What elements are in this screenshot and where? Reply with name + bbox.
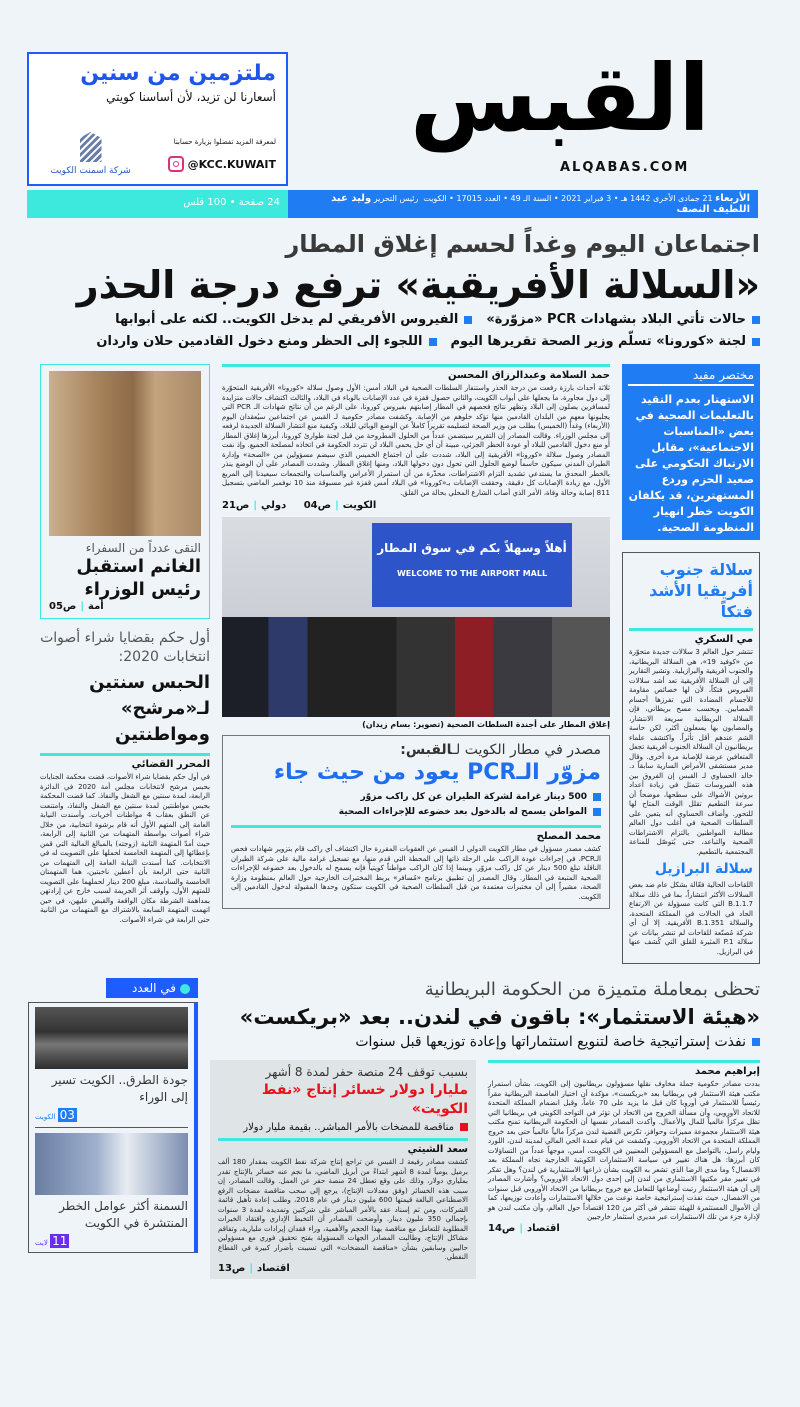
in-issue-label-text: في العدد (132, 981, 176, 995)
ref-page[interactable]: ص04 (303, 500, 332, 511)
in-issue-box (28, 1002, 198, 1253)
ref-page[interactable]: ص13 (218, 1262, 246, 1274)
site-url[interactable]: ALQABAS.COM (560, 160, 690, 175)
south-africa-title[interactable]: سلالة جنوب أفريقيا الأشد فتكاً (649, 560, 753, 621)
ref-page[interactable]: ص21 (222, 500, 250, 511)
ref-section: أمة (88, 601, 104, 612)
byline: المحرر القضائي (131, 759, 210, 770)
bullet-icon (429, 338, 437, 346)
pcr-kicker (231, 742, 601, 758)
divider (488, 1060, 760, 1063)
pm-kicker: التقى عدداً من السفراء (85, 541, 201, 555)
investment-story (488, 1060, 760, 1234)
in-issue-section: الكويت (35, 1113, 56, 1121)
newspaper-logo: القبس (410, 45, 710, 152)
price-bar: 24 صفحة • 100 فلس (27, 190, 288, 218)
lead-bullet: اللجوء إلى الحظر ومنع دخول القادمين حلان واردان (96, 334, 423, 349)
pcr-kicker-brand: القبس: (400, 742, 452, 758)
bullet-icon (593, 793, 601, 801)
pcr-headline[interactable]: مزوّر الـPCR يعود من حيث جاء (273, 760, 601, 785)
pcr-body: كشف مصدر مسؤول في مطار الكويت الدولي لـ القبس عن العقوبات المقررة حال اكتشاف أي راكب قام بتزوير شهادات فحص الـPCR، في إجراءات عودة الراكب على الرحلة ذاتها إلى المحطة التي قدم منها، مع تسجيل غرامة مالية على شركة الطيران الناقلة تبلغ 500 دينار عن كل راكب مزوّر. وبينما إذا كان الراكب مواطناً كويتياً فإنه يسمح له بالدخول بعد خضوعه للإجراءات الصحية المتبعة في المطار. وقال المصدر إن تطبيق برنامج «مُسافر» يربط المختبرات الخارجية حول العالم بمنظومة وزارة الصحة، مشيراً إلى أن مختبرات معتمدة من قبل السلطات الصحية في الكويت ستكون وحدها المقبولة لدخول القادمين إلى الكويت. (231, 845, 601, 901)
ad-instagram-handle: @KCC.KUWAIT (187, 157, 276, 171)
lead-bullet-item (451, 332, 760, 352)
date-bar (288, 190, 758, 218)
story-body: تنتشر حول العالم 3 سلالات جديدة متحوّرة من «كوفيد 19»، هي السلالة البريطانية، والجنوب أفريقية والبرازيلية. وتشير التقارير إلى أن السلالة الأفريقية تعد أشد سلالات الفيروس فتكاً، لأن لها خصائص مقاومة للأجسام المضادة التي تفرزها أجسام المصابين. وبحسب مسح بريطاني، فإن السلالة البريطانية سريعة الانتشار، والمصابون بها يسعلون أكثر، لكن حاسة الشم عندهم أقل تأثراً. واكتشف علماء بريطانيون أن السلالة الجنوب أفريقية تجعل المتعافين عرضة للإصابة مرة أخرى. وقال مدير مستشفى الأمراض السارية سابقاً د. خالد الحساوي لـ القبس إن الفروق بين هذه الفيروسات تتمثل في زيادة أعداد بروتين الأشواك على سطحها، موضحاً أن سرعة التطعيم تقلل الوقت المتاح لها للتحور. وأضاف الحساوي أنه يتعين على السلطات الصحية في أغلب دول العالم مطالبة المواطنين بالتزام الاشتراطات الصحية والتباعد، حتى يُتوصّل للمناعة المجتمعية بالتطعيم. (629, 648, 753, 856)
travelers-luggage-image (222, 617, 610, 717)
investment-headline[interactable]: «هيئة الاستثمار»: باقون في لندن.. بعد «بريكست» (239, 1005, 760, 1029)
obesity-photo (35, 1133, 188, 1195)
pm-photo (49, 371, 201, 536)
investment-area (210, 978, 760, 1279)
sign-text-en: WELCOME TO THE AIRPORT MALL (396, 569, 548, 578)
divider (222, 364, 610, 367)
oil-headline[interactable]: مليارا دولار خسائر إنتاج «نفط الكويت» (261, 1082, 468, 1117)
oil-body: كشفت مصادر رفيعة لـ القبس عن تراجع إنتاج شركة نفط الكويت بمقدار 180 ألف برميل يومياً لمدة 8 أشهر ابتداءً من أبريل الماضي، ما نجم عنه خسائر بالإنتاج تقدر بملياري دولار، وذلك على وقع تعطل 24 منصة حفر عن العمل. وقالت المصادر، إن سبب هذه الخسائر (وفق معدلات الإنتاج)، يرجع إلى سحب مناقصة مضخات الرفع الاصطناعي البالغة قيمتها 600 مليون دينار في عام 2018، وطلب إعادة تأهيل قائمة الشركات، ومن ثم إسناد عقد بالأمر المباشر على شركتين وتمديده لمدة 3 سنوات بإجمالي 350 مليون دينار. وأوضحت المصادر أن التخبط الإداري وافتقاد الخبرات المطلوبة للتعامل مع مناقصة بهذا الحجم والأهمية، وراء فقدان إيرادات مليارية، وتفاقم مشاكل الإنتاج، وطالبت المصادر الجهات المسؤولة بفتح تحقيق فوري مع مسؤولين حاليين وسابقين بشأن «مناقصة المضخات» التي تسببت بأضرار كبيرة في القطاع النفطي. (218, 1158, 469, 1261)
lead-page-refs: الكويت|ص04 دولي|ص21 (222, 500, 377, 511)
left-column (40, 364, 210, 925)
ad-company-name: شركة اسمنت الكويت (50, 166, 131, 176)
ref-page[interactable]: ص05 (49, 601, 77, 612)
in-issue-item[interactable] (35, 1007, 188, 1122)
right-column (622, 364, 760, 964)
ref-section: اقتصاد (257, 1262, 290, 1274)
ad-follow-text: لمعرفة المزيد تفضلوا بزيارة حسابنا (173, 138, 276, 146)
oil-bullet-row (218, 1122, 468, 1133)
in-issue-column (28, 978, 198, 1253)
pm-headline[interactable]: الغانم استقبل رئيس الوزراء (76, 556, 201, 600)
spark-icon (180, 984, 190, 994)
investment-bullet-row (210, 1032, 760, 1052)
brief-text: الاستهتار بعدم التقيد بالتعليمات الصحية في بعض «المناسبات الاجتماعية»، مقابل الارتباك الحكومي على صعيد الحزم وردع المستهترين، قد يكلفان الكويت خطر انهيار المنظومة الصحية. (628, 393, 754, 534)
in-issue-page[interactable]: 03 (59, 1108, 75, 1122)
front-page-content (0, 228, 800, 1279)
sign-text-ar: أهلاً وسهلاً بكم في سوق المطار (377, 541, 567, 555)
lead-bullet-item (96, 332, 436, 352)
kcc-logo-icon (80, 132, 102, 162)
lead-bullet-item (115, 310, 472, 330)
lead-bullet: لجنة «كورونا» تسلّم وزير الصحة تقريرها اليوم (450, 334, 746, 349)
investment-bullet: نفذت إستراتيجية خاصة لتنويع استثماراتها وإعادة توزيعها قبل سنوات (355, 1034, 746, 1050)
divider (218, 1138, 468, 1141)
bullet-icon (752, 338, 760, 346)
instagram-icon (168, 156, 184, 172)
lead-kicker: اجتماعان اليوم وغداً لحسم إغلاق المطار (285, 230, 760, 258)
editor-name: وليد عبد اللطيف النصف (331, 193, 750, 215)
divider (40, 753, 210, 756)
brief-box (622, 364, 760, 540)
lead-headline[interactable]: «السلالة الأفريقية» ترفع درجة الحذر (76, 263, 760, 307)
brief-label: مختصر مفيد (628, 368, 754, 386)
ad-instagram[interactable] (168, 156, 276, 172)
main-columns (27, 364, 760, 964)
oil-story (210, 1060, 476, 1279)
vote-story (40, 629, 210, 925)
airport-sign (372, 523, 572, 607)
pcr-bullet: 500 دينار غرامة لشركة الطيران عن كل راكب مزوّر (360, 792, 587, 802)
lead-bullet: الفيروس الأفريقي لم يدخل الكويت.. لكنه على أبوابها (115, 312, 459, 327)
in-issue-title: جودة الطرق.. الكويت تسير إلى الوراء (51, 1073, 188, 1104)
bullet-icon (752, 316, 760, 324)
in-issue-section: لايت (35, 1239, 48, 1247)
divider (629, 628, 753, 631)
byline: محمد المصلح (536, 831, 601, 842)
pcr-kicker-text: مصدر في مطار الكويت لـ (451, 742, 601, 758)
ref-section: الكويت (342, 500, 377, 511)
photo-caption: إغلاق المطار على أجندة السلطات الصحية (تصوير: بسام زيدان) (362, 720, 610, 729)
south-africa-story (622, 552, 760, 964)
advertisement-kcc[interactable] (27, 52, 288, 186)
pcr-bullet-item (339, 806, 601, 819)
bullet-icon (752, 1038, 760, 1046)
divider (35, 1127, 188, 1128)
vote-body: في أول حكم بقضايا شراء الأصوات، قضت محكمة الجنايات بحبس مرشح لانتخابات مجلس أمة 2020 في الدائرة الرابعة، لمدة سنتين مع الشغل والنفاذ. كما قضت المحكمة بحبس مواطنتين لمدة سنتين مع الشغل والنفاذ، وامتنعت عن النطق بعقاب 4 مواطنات أخريات. وأسندت النيابة العامة إلى المتهم الأول أنه قام برشوة انتخابية، من خلال شراء أصوات بواسطة المتهمات من الثانية إلى الرابعة، حيث أمدّ المتهمة الثانية (زوجته) بالمبالغ المالية التي قمن بإعطائها إلى المتهمة الخامسة لحملها على التصويت له في الانتخابات. كما أسندت النيابة العامة إلى المتهمات من الثانية حتى الرابعة بأن أعطين ناخبتين، هما المتهمتان الخامسة والسادسة، مبلغ 200 دينار لحملهما على التصويت للمتهم الأول، وأوقف أثر الجريمة لسبب خارج عن إرادتهن بمداهمة الشرطة مكان الواقعة والقبض عليهن، في حين اتهمت المتهمة السابعة بالاشتراك مع المتهمات من الثانية حتى الرابعة في شراء الأصوات. (40, 773, 211, 924)
in-issue-ref (35, 1108, 188, 1122)
pcr-story (222, 735, 610, 909)
lead-bullet-item (486, 310, 760, 330)
oil-kicker: بسبب توقف 24 منصة حفر لمدة 8 أشهر (265, 1065, 468, 1079)
lead-body: ثلاثة أحداث بارزة رفعت من درجة الحذر واستنفار السلطات الصحية في البلاد أمس: الأول وصول سلالة «كورونا» الأفريقية المتحوّرة إلى دول مجاورة، ما يجعلها على أبواب الكويت، والثاني حصول قفزة في عدد الإصابات بالوباء في البلاد، والثالث اكتشاف حالات متزايدة لمسافرين يصلون إلى البلاد وتظهر نتائج فحصهم في المطار إصابتهم بفيروس كورونا، على الرغم من أن نتائج شهادات الـ PCR التي يجلبونها معهم من البلدان القادمين منها تؤكد خلوهم من الإصابة. وكشفت مصادر حكومية لـ القبس عن اجتماعين سيُعقدان اليوم (الأربعاء) وغداً (الخميس) بطلب من وزير الصحة لتسليمه تقريراً كاملاً عن الوضع الوبائي للبلاد، وكيفية منع انتشار السلالة الجديدة لرفعه إلى مجلس الوزراء. وقالت المصادر إن التقرير سيتضمن عدداً من الحلول المطروحة من قبل لجنة طوارئ كورونا، أبرزها إغلاق المطار أو منع دخول القادمين للبلاد أو عودة الحظر الجزئي، مبينة أن أي حل يحمي البلاد لن تتردد الحكومة في اتخاذه لمصلحة الجميع. وإذ نفت المصادر وصول سلالة «كورونا» الأفريقية إلى البلاد، شددت على أن اجتماع الخميس الذي سيضم مسؤولين من «الصحة» وإدارة الطيران المدني سيكون حاسماً لوضع الحلول التي تحول دون دخولها البلاد، ومنها إغلاق المطار. وشددت المصادر على أن الوضع ينذر بالخطر المحدق ما يستدعي تشديد التزام الاشتراطات، محذّرة من أن استمرار الأعراس والمناسبات والتجمعات سيعيدنا إلى المربع الأول، مع زيادة الإصابات كل دقيقة. وحققت الإصابات بـ«كورونا» في البلاد أمس قفزة غير مسبوقة منذ 10 نوفمبر الماضي بتسجيل 811 إصابة وحالة وفاة، الأمر الذي أصاب الشارع المحلي بحالة من القلق. (222, 384, 610, 497)
middle-column (222, 364, 610, 909)
subheading: سلالة البرازيل (654, 861, 753, 877)
story-body-2: اللقاحات الحالية فعّالة بشكل عام ضد بعض السلالات الأكثر انتشاراً، بما في ذلك سلالة B.1.1.7 التي كانت مسؤولة عن الارتفاع الحاد في الحالات في المملكة المتحدة، والسلالة B.1.351 الأفريقية. إلا أن أي شركة مُصنّعة للقاحات لم تنشر بيانات عن سلالة P.1 المثيرة للقلق التي كُشف عنها في البرازيل. (629, 881, 754, 956)
in-issue-page[interactable]: 11 (52, 1234, 68, 1248)
lead-story (222, 364, 610, 511)
pm-story (40, 364, 210, 619)
lead-bullets (27, 310, 760, 352)
ref-section: دولي (261, 500, 287, 511)
in-issue-item[interactable] (35, 1133, 188, 1248)
in-issue-label (106, 978, 198, 998)
investment-kicker: تحظى بمعاملة متميزة من الحكومة البريطانية (424, 979, 760, 1000)
pm-page-ref: أمة|ص05 (49, 601, 104, 612)
bottom-section (27, 978, 760, 1279)
investment-row (210, 1060, 760, 1279)
byline: حمد السلامة وعبدالرزاق المحسن (447, 370, 610, 381)
weekday: الأربعاء (715, 193, 750, 204)
ref-page[interactable]: ص14 (488, 1222, 516, 1234)
bullet-icon (464, 316, 472, 324)
in-issue-ref (35, 1234, 188, 1248)
vote-kicker: أول حكم بقضايا شراء أصوات انتخابات 2020: (40, 630, 210, 665)
issue-date: 21 جمادى الأخرى 1442 هـ • 3 فبراير 2021 • السنة الـ 49 • العدد 17015 • الكويت (423, 194, 713, 203)
oil-bullet: مناقصة للمضخات بالأمر المباشر.. بقيمة مليار دولار (243, 1122, 454, 1133)
in-issue-title: السمنة أكثر عوامل الخطر المنتشرة في الكويت (59, 1199, 188, 1230)
ref-section: اقتصاد (527, 1222, 560, 1234)
road-photo (35, 1007, 188, 1069)
pcr-bullet-item (360, 791, 601, 804)
pcr-bullets (231, 791, 601, 819)
byline: سعد الشيتي (407, 1144, 468, 1155)
ad-company (43, 132, 138, 176)
ad-title: ملتزمين من سنين (80, 61, 276, 86)
airport-photo (222, 517, 610, 717)
masthead (0, 0, 800, 222)
byline: إبراهيم محمد (694, 1066, 760, 1077)
investment-body: بددت مصادر حكومية جملة مخاوف نقلها مسؤولون بريطانيون إلى الكويت، بشأن استمرار مكتب هيئة الاستثمار في بريطانيا بعد «بريكست»، مؤكدة أن اختيار العاصمة البريطانية مقراً رئيسياً للاستثمار في أوروبا كان قبل ما يزيد على 70 عاماً، وقبل انضمام المملكة المتحدة للاتحاد الأوروبي، وأن مسألة الخروج من الاتحاد لن تؤثر في التواجد الكويتي في بريطانيا التي تظل مركزاً عالمياً للمال والأعمال. وأكدت المصادر نفسها أن الحكومة البريطانية تمنح مكتب هيئة الاستثمار مجموعة مميزات وحوافز، تكرس القضية لندن مركزاً مالياً عالمياً حتى بعد خروج المملكة المتحدة من الاتحاد الأوروبي. وكشفت عن قيام عمدة الحي المالي لمدينة لندن، اللورد وليام راسل، بالتواصل مع المسؤولين المعنيين في الكويت، أمس، موجهاً عدداً من التساؤلات كان أبرزها: هل هناك تغيير في سياسة الاستثمارات الكويتية الخارجية تجاه المملكة بعد الانفصال؟ وما مدى الرضا الذي تشعر به الكويت بشأن ذراعها الاستثمارية في لندن؟ وهل تفكر في تغيير مقر مكتبها الاستثماري من لندن إلى إحدى دول الاتحاد الأوروبي؟ وأشارت المصادر إلى أن هيئة الاستثمار رتبت أوضاعها للتعامل مع خروج بريطانيا من الاتحاد الأوروبي قبل سنوات من الانفصال، حيث نفذت إستراتيجية خاصة نوعت من خلالها الاستثمارات وأعادت توزيعها، كما أن الأموال المستثمرة للهيئة تنتشر في أكثر من 120 اقتصاداً حول العالم، وأن مكتب لندن هو لإدارة جزء من تلك الاستثمارات عبر مديري استثمار خارجيين (488, 1080, 760, 1221)
pcr-bullet: المواطن يسمح له بالدخول بعد خضوعه للإجراءات الصحية (338, 807, 587, 817)
byline: مي السكري (694, 634, 753, 645)
divider (231, 825, 601, 828)
bullet-icon (460, 1123, 468, 1131)
ad-subtitle: أسعارنا لن تزيد، لأن أساسنا كويتي (106, 90, 276, 104)
editor-label: رئيس التحرير (373, 194, 419, 203)
lead-bullet: حالات تأتي البلاد بشهادات PCR «مزوّرة» (486, 312, 746, 327)
oil-page-ref: اقتصاد|ص13 (218, 1262, 290, 1274)
bullet-icon (593, 808, 601, 816)
investment-page-ref: اقتصاد|ص14 (488, 1222, 560, 1234)
vote-headline[interactable]: الحبس سنتين لـ«مرشح» ومواطنتين (89, 672, 210, 745)
